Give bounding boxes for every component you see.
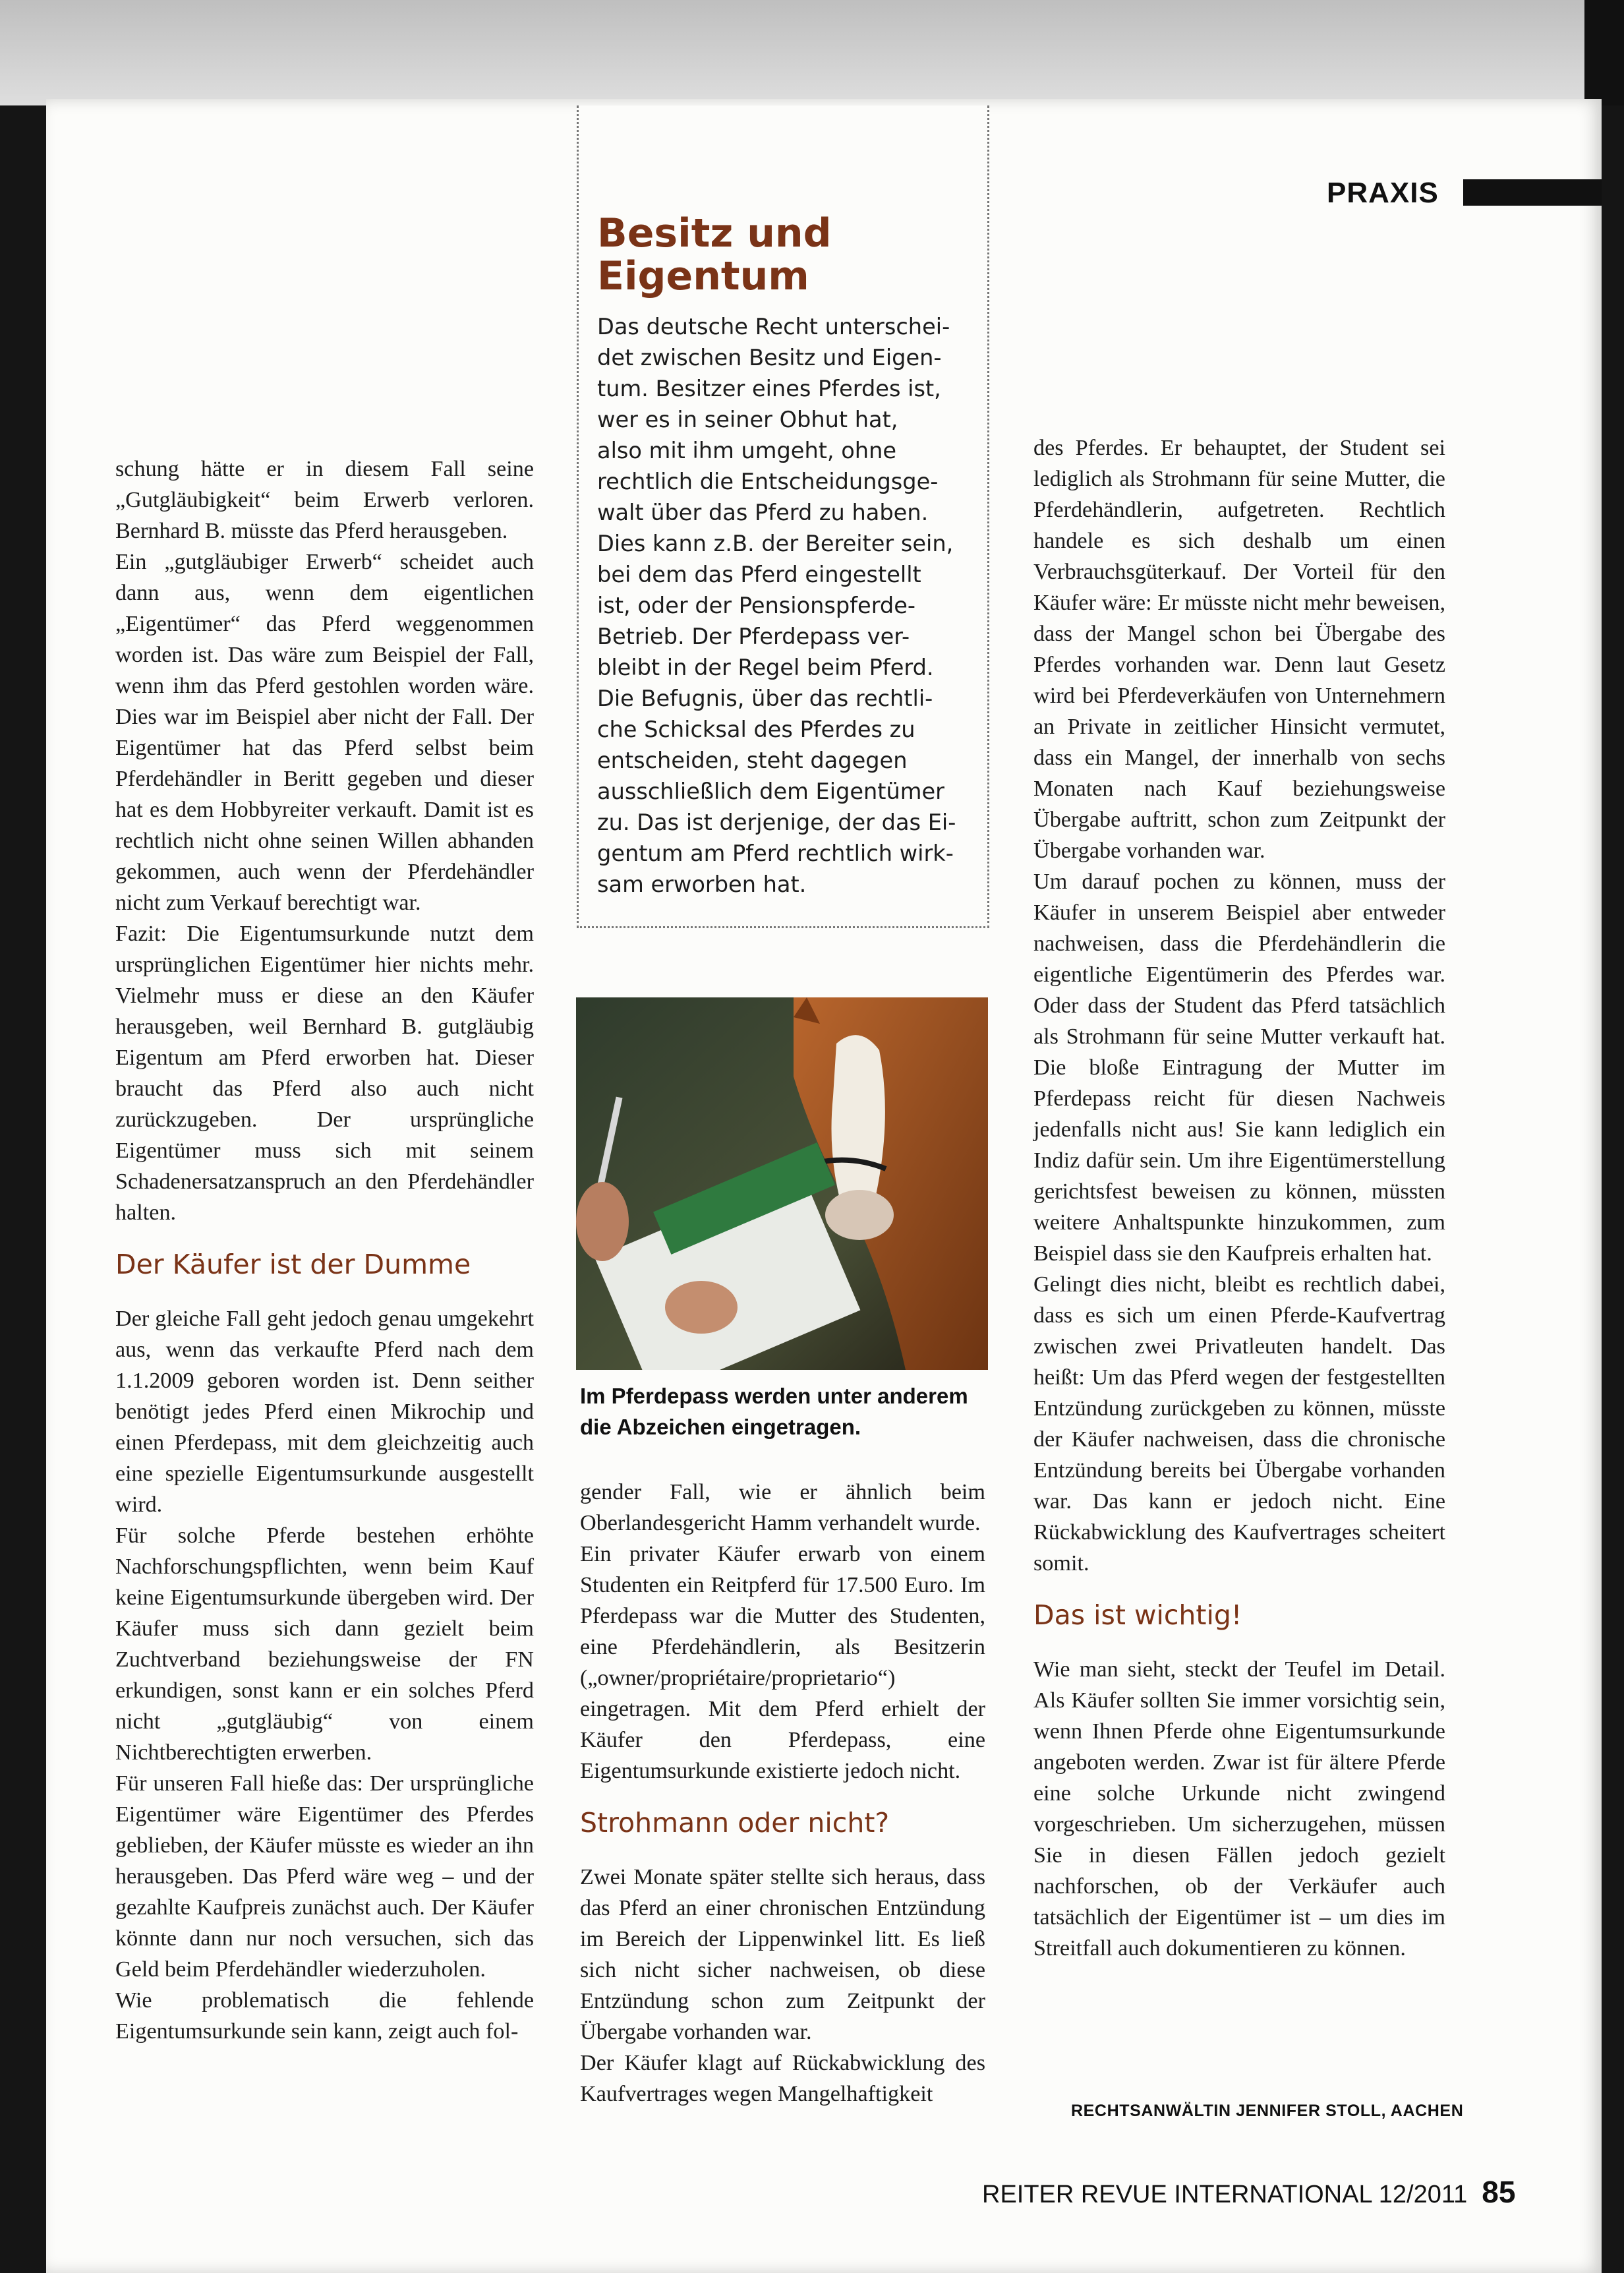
paragraph: Der gleiche Fall geht jedoch genau umgekehrt aus, wenn das verkaufte Pferd nach dem 1.1.2009 geboren worden ist. Denn seither benötigt jedes Pferd einen Mikrochip und einen Pferdepass, mit dem gleichzeitig auch eine spezielle Eigentumsurkunde ausgestellt wird. xyxy=(115,1307,534,1517)
paragraph: gender Fall, wie er ähnlich beim Oberlandesgericht Hamm verhandelt wurde. xyxy=(580,1480,985,1535)
info-box-title: Besitz und Eigentum xyxy=(597,210,832,299)
photo-caption: Im Pferdepass werden unter anderem die Abzeichen eingetragen. xyxy=(580,1384,968,1439)
info-box xyxy=(577,105,989,928)
paragraph: Fazit: Die Eigentumsurkunde nutzt dem ursprünglichen Eigentümer hier nichts mehr. Vielmehr muss er diese an den Käufer herausgeben, weil Bernhard B. gutgläubig Eigentum am Pferd erworben hat. Dieser braucht das Pferd also auch nicht zurückzugeben. Der ursprüngliche Eigentümer muss sich mit seinem Schadenersatzanspruch an den Pferdehändler halten. xyxy=(115,922,534,1225)
column-2 xyxy=(580,1477,985,2110)
page-number: 85 xyxy=(1482,2175,1516,2209)
section-label: PRAXIS xyxy=(1327,177,1439,209)
scanner-corner xyxy=(1584,0,1624,105)
page-footer xyxy=(982,2174,1515,2210)
paragraph: Zwei Monate später stellte sich heraus, dass das Pferd an einer chronischen Entzündung im Bereich der Lippenwinkel litt. Es ließ sich nicht sicher nachweisen, ob diese Entzündung schon zum Zeitpunkt der Übergabe vorhanden war. xyxy=(580,1865,985,2044)
column-3 xyxy=(1033,432,1445,1964)
section-bar xyxy=(1463,179,1602,206)
paragraph: Wie problematisch die fehlende Eigentumsurkunde sein kann, zeigt auch fol- xyxy=(115,1988,534,2044)
photo-illustration xyxy=(576,997,988,1370)
paragraph: Für solche Pferde bestehen erhöhte Nachforschungspflichten, wenn beim Kauf keine Eigentumsurkunde übergeben wird. Der Käufer muss sich dann gezielt beim Zuchtverband beziehungsweise der FN erkundigen, sonst kann er ein solches Pferd nicht „gutgläubig“ von einem Nichtberechtigten erwerben. xyxy=(115,1523,534,1765)
scanner-edge xyxy=(0,0,1624,105)
horse-passport-photo xyxy=(576,997,988,1370)
paragraph: Ein „gutgläubiger Erwerb“ scheidet auch dann aus, wenn dem eigentlichen „Eigentümer“ das Pferd weggenommen worden ist. Das wäre zum Beispiel der Fall, wenn ihm das Pferd gestohlen worden wäre. Dies war im Beispiel aber nicht der Fall. Der Eigentümer hat das Pferd selbst beim Pferdehändler in Beritt gegeben und dieser hat es dem Hobbyreiter verkauft. Damit ist es rechtlich nicht ohne seinen Willen abhanden gekommen, auch wenn der Pferdehändler nicht zum Verkauf berechtigt war. xyxy=(115,550,534,915)
paragraph: schung hätte er in diesem Fall seine „Gutgläubigkeit“ beim Erwerb verloren. Bernhard B. müsste das Pferd herausgeben. xyxy=(115,457,534,543)
paragraph: Wie man sieht, steckt der Teufel im Detail. Als Käufer sollten Sie immer vorsichtig sein, wenn Ihnen Pferde ohne Eigentumsurkunde angeboten werden. Zwar ist für ältere Pferde eine solche Urkunde nicht zwingend vorgeschrieben. Um sicherzugehen, müssen Sie in diesen Fällen jedoch gezielt nachforschen, ob der Verkäufer auch tatsächlich der Eigentümer ist – um dies im Streitfall auch dokumentieren zu können. xyxy=(1033,1657,1445,1961)
paragraph: Der Käufer klagt auf Rückabwicklung des Kaufvertrages wegen Mangelhaftigkeit xyxy=(580,2051,985,2106)
info-box-text: Das deutsche Recht unterschei- det zwischen Besitz und Eigen- tum. Besitzer eines Pferdes ist, wer es in seiner Obhut hat, also mit ihm umgeht, ohne rechtlich die Entscheidungsge- walt über das Pferd zu haben. Dies kann z.B. der Bereiter sein, bei dem das Pferd eingestellt ist, oder der Pensionspferde- Betrieb. Der Pferdepass ver- bleibt in der Regel beim Pferd. Die Befugnis, über das rechtli- che Schicksal des Pferdes zu entscheiden, steht dagegen ausschließlich dem Eigentümer zu. Das ist derjenige, der das Ei- gentum am Pferd rechtlich wirk- sam erworben hat. xyxy=(597,314,956,897)
author-credit: RECHTSANWÄLTIN JENNIFER STOLL, AACHEN xyxy=(1071,2102,1464,2120)
paragraph: Um darauf pochen zu können, muss der Käufer in unserem Beispiel aber entweder nachweisen, dass die Pferdehändlerin die eigentliche Eigentümerin des Pferdes war. Oder dass der Student das Pferd tatsächlich als Strohmann für seine Mutter verkauft hat. Die bloße Eintragung der Mutter im Pferdepass reicht für diesen Nachweis jedenfalls nicht aus! Sie kann lediglich ein Indiz dafür sein. Um ihre Eigentümerstellung gerichtsfest beweisen zu können, müssten weitere Anhaltspunkte hinzukommen, zum Beispiel dass sie den Kaufpreis erhalten hat. xyxy=(1033,870,1445,1266)
column-1 xyxy=(115,454,534,2047)
paragraph: Ein privater Käufer erwarb von einem Studenten ein Reitpferd für 17.500 Euro. Im Pferdepass war die Mutter des Studenten, eine Pferdehändlerin, als Besitzerin („owner/propriétaire/proprietario“) eingetragen. Mit dem Pferd erhielt der Käufer den Pferdepass, eine Eigentumsurkunde existierte jedoch nicht. xyxy=(580,1542,985,1783)
magazine-issue: REITER REVUE INTERNATIONAL 12/2011 xyxy=(982,2181,1468,2208)
subheading: Das ist wichtig! xyxy=(1033,1599,1242,1631)
paragraph: Für unseren Fall hieße das: Der ursprüngliche Eigentümer wäre Eigentümer des Pferdes geblieben, der Käufer müsste es wieder an ihn herausgeben. Das Pferd wäre weg – und der gezahlte Kaufpreis zunächst auch. Der Käufer könnte dann nur noch versuchen, sich das Geld beim Pferdehändler wiederzuholen. xyxy=(115,1771,534,1982)
paragraph: Gelingt dies nicht, bleibt es rechtlich dabei, dass es sich um einen Pferde-Kaufvertrag zwischen zwei Privatleuten handelt. Das heißt: Um das Pferd wegen der festgestellten Entzündung zurückgeben zu können, müsste der Käufer nachweisen, dass die chronische Entzündung bereits bei Übergabe vorhanden war. Das kann er jedoch nicht. Eine Rückabwicklung des Kaufvertrages scheitert somit. xyxy=(1033,1272,1445,1576)
subheading: Der Käufer ist der Dumme xyxy=(115,1249,471,1280)
paragraph: des Pferdes. Er behauptet, der Student sei lediglich als Strohmann für seine Mutter, die Pferdehändlerin, aufgetreten. Rechtlich handele es sich deshalb um einen Verbrauchsgüterkauf. Der Vorteil für den Käufer wäre: Er müsste nicht mehr beweisen, dass der Mangel schon bei Übergabe des Pferdes vorhanden war. Denn laut Gesetz wird bei Pferdeverkäufen von Unternehmern an Private in zeitlicher Hinsicht vermutet, dass ein Mangel, der innerhalb von sechs Monaten nach Kauf beziehungsweise Übergabe auftritt, schon zum Zeitpunkt der Übergabe vorhanden war. xyxy=(1033,436,1445,863)
magazine-page xyxy=(46,99,1602,2273)
subheading: Strohmann oder nicht? xyxy=(580,1807,890,1839)
